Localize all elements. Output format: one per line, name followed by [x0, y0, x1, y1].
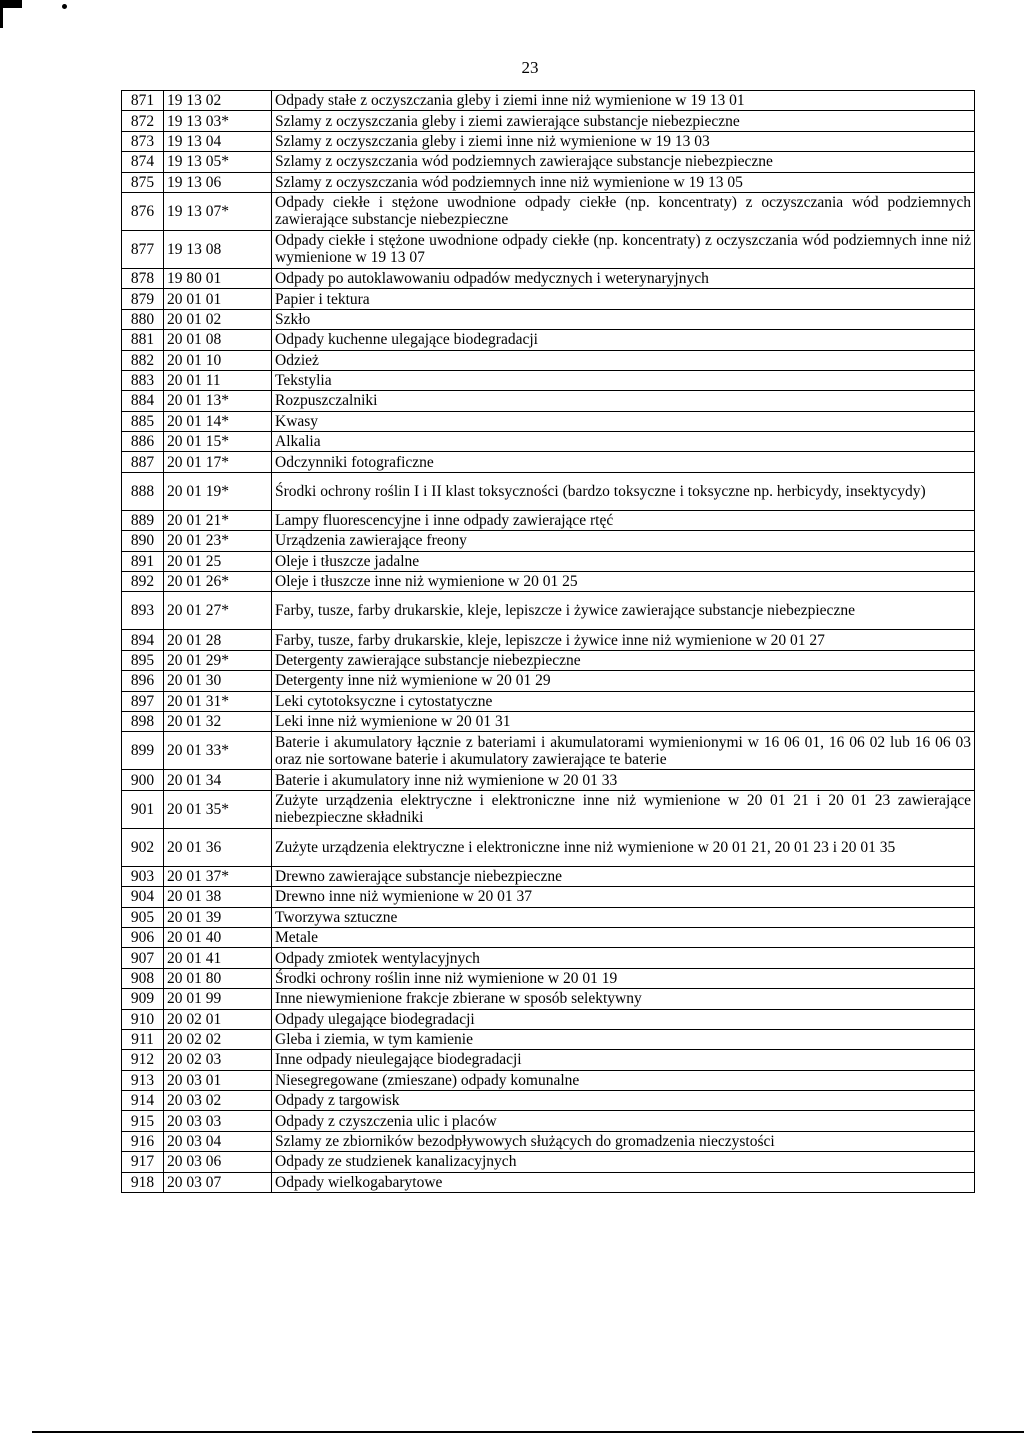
row-number: 917 [122, 1152, 164, 1172]
row-number: 872 [122, 111, 164, 131]
waste-description: Oleje i tłuszcze jadalne [272, 551, 975, 571]
table-row [122, 592, 975, 630]
waste-description: Drewno inne niż wymienione w 20 01 37 [272, 887, 975, 907]
waste-description: Metale [272, 927, 975, 947]
waste-code: 19 13 03* [164, 111, 272, 131]
waste-code: 20 01 30 [164, 671, 272, 691]
row-number: 880 [122, 309, 164, 329]
table-row [122, 472, 975, 510]
row-number: 888 [122, 472, 164, 510]
waste-description: Baterie i akumulatory łącznie z bateriami i akumulatorami wymienionymi w 16 06 01, 16 06 02 lub 16 06 03 oraz nie sortowane baterie i akumulatory zawierające te baterie [272, 732, 975, 770]
waste-code: 20 01 02 [164, 309, 272, 329]
row-number: 915 [122, 1111, 164, 1131]
row-number: 914 [122, 1091, 164, 1111]
row-number: 895 [122, 650, 164, 670]
waste-code: 20 01 25 [164, 551, 272, 571]
waste-description: Szlamy z oczyszczania gleby i ziemi zawierające substancje niebezpieczne [272, 111, 975, 131]
bottom-rule [32, 1431, 1024, 1433]
row-number: 911 [122, 1029, 164, 1049]
waste-description: Gleba i ziemia, w tym kamienie [272, 1029, 975, 1049]
waste-description: Szlamy z oczyszczania wód podziemnych zawierające substancje niebezpieczne [272, 152, 975, 172]
waste-description: Urządzenia zawierające freony [272, 531, 975, 551]
waste-code: 20 03 07 [164, 1172, 272, 1192]
row-number: 904 [122, 887, 164, 907]
table-row [122, 370, 975, 390]
row-number: 916 [122, 1131, 164, 1151]
table-row [122, 289, 975, 309]
table-row [122, 828, 975, 866]
waste-code: 20 01 15* [164, 432, 272, 452]
row-number: 889 [122, 510, 164, 530]
waste-description: Oleje i tłuszcze inne niż wymienione w 20 01 25 [272, 572, 975, 592]
waste-code: 20 03 04 [164, 1131, 272, 1151]
waste-code: 19 13 02 [164, 91, 272, 111]
waste-description: Baterie i akumulatory inne niż wymienione w 20 01 33 [272, 770, 975, 790]
row-number: 900 [122, 770, 164, 790]
table-row [122, 732, 975, 770]
waste-description: Zużyte urządzenia elektryczne i elektroniczne inne niż wymienione w 20 01 21 i 20 01 23 zawierające niebezpieczne składniki [272, 790, 975, 828]
waste-code: 20 01 17* [164, 452, 272, 472]
table-row [122, 866, 975, 886]
table-row [122, 887, 975, 907]
waste-description: Niesegregowane (zmieszane) odpady komunalne [272, 1070, 975, 1090]
row-number: 901 [122, 790, 164, 828]
waste-description: Odpady ulegające biodegradacji [272, 1009, 975, 1029]
waste-description: Odpady po autoklawowaniu odpadów medycznych i weterynaryjnych [272, 268, 975, 288]
row-number: 871 [122, 91, 164, 111]
waste-code: 20 01 26* [164, 572, 272, 592]
waste-code: 19 13 05* [164, 152, 272, 172]
row-number: 883 [122, 370, 164, 390]
table-row [122, 948, 975, 968]
waste-code: 20 01 36 [164, 828, 272, 866]
waste-code: 20 01 31* [164, 691, 272, 711]
row-number: 908 [122, 968, 164, 988]
waste-code: 20 01 32 [164, 711, 272, 731]
page-number: 23 [521, 58, 539, 77]
scan-artifact-bar [0, 0, 22, 8]
row-number: 884 [122, 391, 164, 411]
waste-description: Inne odpady nieulegające biodegradacji [272, 1050, 975, 1070]
waste-description: Detergenty inne niż wymienione w 20 01 29 [272, 671, 975, 691]
table-row [122, 91, 975, 111]
table-row [122, 111, 975, 131]
table-row [122, 1091, 975, 1111]
waste-code: 20 03 02 [164, 1091, 272, 1111]
waste-code: 20 01 11 [164, 370, 272, 390]
table-row [122, 230, 975, 268]
table-row [122, 172, 975, 192]
table-row [122, 1070, 975, 1090]
waste-code: 20 01 33* [164, 732, 272, 770]
table-row [122, 691, 975, 711]
table-row [122, 432, 975, 452]
waste-description: Odpady wielkogabarytowe [272, 1172, 975, 1192]
row-number: 875 [122, 172, 164, 192]
table-row [122, 907, 975, 927]
table-row [122, 790, 975, 828]
waste-description: Szlamy ze zbiorników bezodpływowych służących do gromadzenia nieczystości [272, 1131, 975, 1151]
waste-description: Odpady ciekłe i stężone uwodnione odpady ciekłe (np. koncentraty) z oczyszczania wód podziemnych inne niż wymienione w 19 13 07 [272, 230, 975, 268]
row-number: 893 [122, 592, 164, 630]
waste-code: 20 01 39 [164, 907, 272, 927]
waste-description: Alkalia [272, 432, 975, 452]
waste-code: 20 01 19* [164, 472, 272, 510]
table-row [122, 1152, 975, 1172]
waste-description: Szlamy z oczyszczania wód podziemnych inne niż wymienione w 19 13 05 [272, 172, 975, 192]
waste-code: 20 03 01 [164, 1070, 272, 1090]
waste-code: 19 13 07* [164, 192, 272, 230]
row-number: 874 [122, 152, 164, 172]
table-row [122, 391, 975, 411]
waste-description: Środki ochrony roślin inne niż wymienione w 20 01 19 [272, 968, 975, 988]
waste-code: 20 01 38 [164, 887, 272, 907]
waste-code: 20 01 35* [164, 790, 272, 828]
row-number: 890 [122, 531, 164, 551]
waste-code: 19 13 04 [164, 131, 272, 151]
table-row [122, 770, 975, 790]
table-row [122, 711, 975, 731]
table-row [122, 1029, 975, 1049]
waste-code: 20 03 06 [164, 1152, 272, 1172]
waste-description: Detergenty zawierające substancje niebezpieczne [272, 650, 975, 670]
table-row [122, 510, 975, 530]
waste-description: Odzież [272, 350, 975, 370]
row-number: 898 [122, 711, 164, 731]
waste-description: Inne niewymienione frakcje zbierane w sposób selektywny [272, 989, 975, 1009]
waste-description: Odpady z targowisk [272, 1091, 975, 1111]
waste-code: 19 13 06 [164, 172, 272, 192]
row-number: 886 [122, 432, 164, 452]
table-row [122, 1009, 975, 1029]
waste-description: Lampy fluorescencyjne i inne odpady zawierające rtęć [272, 510, 975, 530]
table-row [122, 531, 975, 551]
row-number: 918 [122, 1172, 164, 1192]
row-number: 887 [122, 452, 164, 472]
table-row [122, 131, 975, 151]
row-number: 902 [122, 828, 164, 866]
table-row [122, 1131, 975, 1151]
waste-code: 20 01 23* [164, 531, 272, 551]
table-row [122, 152, 975, 172]
table-row [122, 1111, 975, 1131]
waste-description: Szkło [272, 309, 975, 329]
waste-description: Rozpuszczalniki [272, 391, 975, 411]
waste-code: 20 01 28 [164, 630, 272, 650]
table-body [122, 91, 975, 1193]
table-row [122, 630, 975, 650]
waste-description: Odpady kuchenne ulegające biodegradacji [272, 330, 975, 350]
waste-description: Leki cytotoksyczne i cytostatyczne [272, 691, 975, 711]
table-row [122, 572, 975, 592]
waste-description: Tworzywa sztuczne [272, 907, 975, 927]
table-row [122, 192, 975, 230]
waste-code: 20 02 02 [164, 1029, 272, 1049]
waste-description: Papier i tektura [272, 289, 975, 309]
row-number: 906 [122, 927, 164, 947]
row-number: 910 [122, 1009, 164, 1029]
table-row [122, 411, 975, 431]
waste-code: 20 01 08 [164, 330, 272, 350]
waste-code: 20 01 10 [164, 350, 272, 370]
waste-description: Farby, tusze, farby drukarskie, kleje, lepiszcze i żywice zawierające substancje niebezpieczne [272, 592, 975, 630]
waste-code: 20 01 01 [164, 289, 272, 309]
waste-code: 19 80 01 [164, 268, 272, 288]
scan-artifact-dot [62, 4, 67, 9]
waste-description: Drewno zawierające substancje niebezpieczne [272, 866, 975, 886]
waste-code: 20 01 80 [164, 968, 272, 988]
waste-description: Tekstylia [272, 370, 975, 390]
waste-description: Odpady stałe z oczyszczania gleby i ziemi inne niż wymienione w 19 13 01 [272, 91, 975, 111]
table-row [122, 968, 975, 988]
waste-code: 20 01 99 [164, 989, 272, 1009]
row-number: 879 [122, 289, 164, 309]
row-number: 881 [122, 330, 164, 350]
row-number: 909 [122, 989, 164, 1009]
waste-description: Szlamy z oczyszczania gleby i ziemi inne niż wymienione w 19 13 03 [272, 131, 975, 151]
waste-code: 20 03 03 [164, 1111, 272, 1131]
table-row [122, 1172, 975, 1192]
row-number: 877 [122, 230, 164, 268]
row-number: 899 [122, 732, 164, 770]
waste-description: Zużyte urządzenia elektryczne i elektroniczne inne niż wymienione w 20 01 21, 20 01 23 i 20 01 35 [272, 828, 975, 866]
table-row [122, 989, 975, 1009]
row-number: 885 [122, 411, 164, 431]
row-number: 897 [122, 691, 164, 711]
row-number: 891 [122, 551, 164, 571]
waste-code: 20 01 27* [164, 592, 272, 630]
table-row [122, 350, 975, 370]
table-row [122, 268, 975, 288]
waste-description: Farby, tusze, farby drukarskie, kleje, lepiszcze i żywice inne niż wymienione w 20 01 27 [272, 630, 975, 650]
waste-description: Odpady ze studzienek kanalizacyjnych [272, 1152, 975, 1172]
row-number: 912 [122, 1050, 164, 1070]
row-number: 892 [122, 572, 164, 592]
row-number: 894 [122, 630, 164, 650]
waste-code: 20 01 13* [164, 391, 272, 411]
waste-code: 20 01 29* [164, 650, 272, 670]
scan-artifact-edge [0, 8, 3, 28]
row-number: 907 [122, 948, 164, 968]
waste-description: Odczynniki fotograficzne [272, 452, 975, 472]
table-row [122, 330, 975, 350]
waste-description: Leki inne niż wymienione w 20 01 31 [272, 711, 975, 731]
waste-code: 20 01 21* [164, 510, 272, 530]
waste-code: 20 01 14* [164, 411, 272, 431]
row-number: 905 [122, 907, 164, 927]
waste-code: 20 01 41 [164, 948, 272, 968]
waste-code-table [121, 90, 975, 1193]
row-number: 873 [122, 131, 164, 151]
table-row [122, 452, 975, 472]
waste-description: Środki ochrony roślin I i II klast toksyczności (bardzo toksyczne i toksyczne np. herbicydy, insektycydy) [272, 472, 975, 510]
waste-code: 19 13 08 [164, 230, 272, 268]
row-number: 882 [122, 350, 164, 370]
waste-code: 20 01 34 [164, 770, 272, 790]
table-row [122, 671, 975, 691]
waste-description: Odpady ciekłe i stężone uwodnione odpady ciekłe (np. koncentraty) z oczyszczania wód podziemnych zawierające substancje niebezpieczne [272, 192, 975, 230]
row-number: 913 [122, 1070, 164, 1090]
waste-description: Odpady zmiotek wentylacyjnych [272, 948, 975, 968]
waste-description: Odpady z czyszczenia ulic i placów [272, 1111, 975, 1131]
row-number: 878 [122, 268, 164, 288]
row-number: 876 [122, 192, 164, 230]
waste-description: Kwasy [272, 411, 975, 431]
waste-code: 20 02 01 [164, 1009, 272, 1029]
table-row [122, 551, 975, 571]
waste-code: 20 02 03 [164, 1050, 272, 1070]
table-row [122, 927, 975, 947]
row-number: 896 [122, 671, 164, 691]
table-row [122, 650, 975, 670]
row-number: 903 [122, 866, 164, 886]
waste-code: 20 01 40 [164, 927, 272, 947]
waste-code: 20 01 37* [164, 866, 272, 886]
table-row [122, 1050, 975, 1070]
table-row [122, 309, 975, 329]
